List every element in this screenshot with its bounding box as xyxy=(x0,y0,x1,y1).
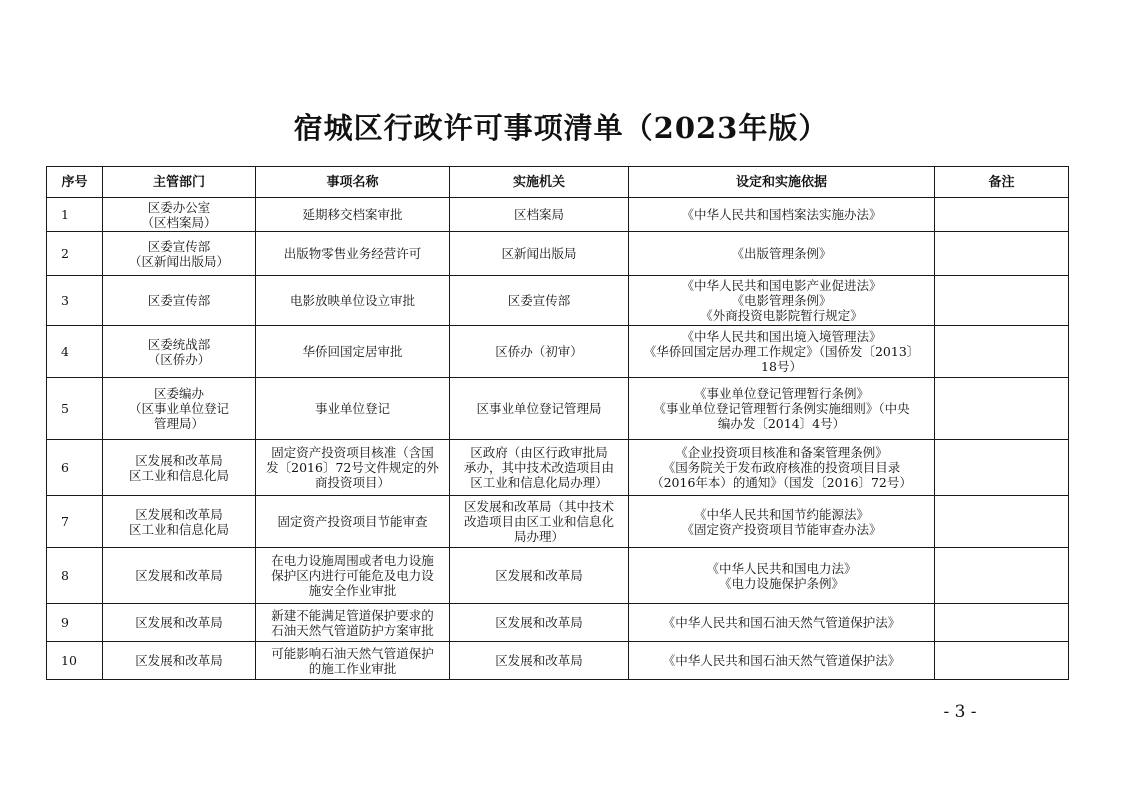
cell-basis-line: 《国务院关于发布政府核准的投资项目目录 xyxy=(662,460,901,475)
cell-basis-line: 《中华人民共和国节约能源法》 xyxy=(693,506,869,522)
cell-agency xyxy=(450,378,629,440)
cell-agency-line: 区工业和信息化局办理） xyxy=(470,475,608,490)
cell-dept xyxy=(103,232,256,276)
header-seq: 序号 xyxy=(47,167,103,198)
table-header-row xyxy=(47,167,1069,198)
cell-seq: 7 xyxy=(47,496,103,548)
cell-basis xyxy=(629,548,935,604)
cell-basis-line: 《事业单位登记管理暂行条例实施细则》（中央 xyxy=(653,401,910,416)
cell-basis xyxy=(629,232,935,276)
cell-notes xyxy=(935,642,1069,680)
cell-notes xyxy=(935,326,1069,378)
cell-dept xyxy=(103,198,256,232)
cell-agency-line: 区事业单位登记管理局 xyxy=(476,401,602,416)
cell-name-line: 保护区内进行可能危及电力设 xyxy=(271,568,434,583)
header-basis: 设定和实施依据 xyxy=(629,167,935,198)
cell-name xyxy=(256,642,450,680)
cell-name-line: 在电力设施周围或者电力设施 xyxy=(271,553,434,568)
cell-basis-line: 《中华人民共和国档案法实施办法》 xyxy=(681,207,882,222)
cell-basis xyxy=(629,642,935,680)
cell-agency xyxy=(450,496,629,548)
cell-basis-line: 《中华人民共和国石油天然气管道保护法》 xyxy=(662,653,901,668)
cell-basis xyxy=(629,276,935,326)
cell-dept-line: 区委宣传部 xyxy=(147,293,211,308)
cell-basis xyxy=(629,496,935,548)
cell-agency-line: 区政府（由区行政审批局 xyxy=(470,445,608,460)
table-row xyxy=(47,326,1069,378)
cell-basis-line: 《外商投资电影院暂行规定》 xyxy=(700,308,863,323)
cell-basis-line: 《中华人民共和国电力法》 xyxy=(706,560,857,576)
cell-seq: 2 xyxy=(47,232,103,276)
cell-dept xyxy=(103,642,256,680)
cell-seq: 5 xyxy=(47,378,103,440)
cell-dept-line: 区委办公室 xyxy=(147,199,211,215)
cell-notes xyxy=(935,604,1069,642)
cell-basis-line: 《中华人民共和国出境入境管理法》 xyxy=(681,329,882,344)
cell-name-line: 商投资项目） xyxy=(314,475,390,490)
table-row xyxy=(47,604,1069,642)
cell-agency xyxy=(450,198,629,232)
cell-dept-line: 区委统战部 xyxy=(147,336,211,352)
cell-name xyxy=(256,198,450,232)
cell-notes xyxy=(935,378,1069,440)
cell-agency-line: 区新闻出版局 xyxy=(501,246,577,261)
cell-basis xyxy=(629,604,935,642)
cell-basis-line: 《华侨回国定居办理工作规定》（国侨发〔2013〕 xyxy=(643,344,920,359)
cell-name-line: 事业单位登记 xyxy=(314,401,390,416)
cell-notes xyxy=(935,276,1069,326)
cell-agency-line: 区委宣传部 xyxy=(507,293,571,308)
cell-seq: 3 xyxy=(47,276,103,326)
cell-dept-line: （区事业单位登记 xyxy=(128,401,229,416)
cell-name-line: 固定资产投资项目节能审查 xyxy=(277,514,428,529)
cell-basis-line: 18号） xyxy=(761,359,802,374)
header-name: 事项名称 xyxy=(256,167,450,198)
table-row xyxy=(47,548,1069,604)
cell-agency-line: 区档案局 xyxy=(513,207,564,222)
cell-dept-line: 管理局） xyxy=(153,416,204,431)
cell-dept xyxy=(103,496,256,548)
cell-agency xyxy=(450,326,629,378)
cell-name xyxy=(256,496,450,548)
cell-name-line: 的施工作业审批 xyxy=(308,660,397,676)
cell-notes xyxy=(935,440,1069,496)
cell-dept-line: 区发展和改革局 xyxy=(135,568,223,583)
cell-seq: 10 xyxy=(47,642,103,680)
table-row xyxy=(47,198,1069,232)
cell-basis-line: 《企业投资项目核准和备案管理条例》 xyxy=(675,445,888,460)
cell-agency-line: 区发展和改革局 xyxy=(495,653,583,668)
header-agency: 实施机关 xyxy=(450,167,629,198)
table-row xyxy=(47,378,1069,440)
cell-name-line: 石油天然气管道防护方案审批 xyxy=(271,622,434,638)
cell-name-line: 电影放映单位设立审批 xyxy=(289,293,415,308)
cell-name-line: 发〔2016〕72号文件规定的外 xyxy=(266,460,439,475)
cell-basis xyxy=(629,378,935,440)
table-row xyxy=(47,642,1069,680)
cell-notes xyxy=(935,496,1069,548)
cell-name xyxy=(256,276,450,326)
cell-name xyxy=(256,440,450,496)
cell-agency-line: 局办理） xyxy=(513,529,564,544)
table-row xyxy=(47,232,1069,276)
cell-name-line: 延期移交档案审批 xyxy=(302,207,403,222)
cell-dept-line: （区侨办） xyxy=(147,351,211,367)
cell-notes xyxy=(935,232,1069,276)
cell-basis-line: 《中华人民共和国石油天然气管道保护法》 xyxy=(662,615,901,630)
cell-agency xyxy=(450,642,629,680)
cell-seq: 8 xyxy=(47,548,103,604)
cell-dept xyxy=(103,326,256,378)
cell-dept-line: 区发展和改革局 xyxy=(135,653,223,668)
cell-agency xyxy=(450,232,629,276)
cell-name-line: 出版物零售业务经营许可 xyxy=(283,246,422,261)
cell-name xyxy=(256,232,450,276)
cell-name-line: 固定资产投资项目核准（含国 xyxy=(271,445,434,460)
page-number: - 3 - xyxy=(943,702,977,722)
cell-agency-line: 改造项目由区工业和信息化 xyxy=(463,514,614,529)
cell-dept xyxy=(103,378,256,440)
cell-agency xyxy=(450,604,629,642)
cell-dept xyxy=(103,604,256,642)
cell-basis xyxy=(629,198,935,232)
cell-basis-line: 《电影管理条例》 xyxy=(731,293,832,308)
cell-agency-line: 区发展和改革局 xyxy=(495,615,583,630)
permit-list-table xyxy=(46,166,1069,680)
cell-basis-line: 《中华人民共和国电影产业促进法》 xyxy=(681,278,882,293)
cell-name-line: 新建不能满足管道保护要求的 xyxy=(271,607,434,623)
cell-agency-line: 区发展和改革局（其中技术 xyxy=(463,499,614,514)
table-row xyxy=(47,496,1069,548)
cell-basis xyxy=(629,326,935,378)
cell-dept-line: 区发展和改革局 xyxy=(135,452,223,468)
cell-name-line: 施安全作业审批 xyxy=(308,583,397,598)
cell-agency-line: 承办，其中技术改造项目由 xyxy=(463,460,614,475)
table-row xyxy=(47,276,1069,326)
cell-name xyxy=(256,548,450,604)
table-body xyxy=(47,198,1069,680)
cell-dept xyxy=(103,440,256,496)
cell-dept-line: 区工业和信息化局 xyxy=(128,467,229,483)
cell-agency-line: 区侨办（初审） xyxy=(495,344,583,359)
cell-dept xyxy=(103,548,256,604)
cell-seq: 4 xyxy=(47,326,103,378)
cell-name-line: 华侨回国定居审批 xyxy=(302,344,403,359)
cell-agency-line: 区发展和改革局 xyxy=(495,568,583,583)
cell-seq: 6 xyxy=(47,440,103,496)
cell-basis xyxy=(629,440,935,496)
cell-dept-line: 区委编办 xyxy=(153,386,204,401)
cell-basis-line: 编办发〔2014〕4号） xyxy=(717,416,846,431)
cell-basis-line: 《固定资产投资项目节能审查办法》 xyxy=(681,521,882,537)
cell-dept-line: （区新闻出版局） xyxy=(128,253,229,269)
page-title: 宿城区行政许可事项清单（2023年版） xyxy=(293,111,829,145)
cell-dept-line: （区档案局） xyxy=(141,214,217,230)
cell-notes xyxy=(935,198,1069,232)
cell-agency xyxy=(450,440,629,496)
cell-name xyxy=(256,604,450,642)
header-notes: 备注 xyxy=(935,167,1069,198)
header-dept: 主管部门 xyxy=(103,167,256,198)
cell-dept xyxy=(103,276,256,326)
cell-dept-line: 区发展和改革局 xyxy=(135,615,223,630)
cell-basis-line: 《出版管理条例》 xyxy=(731,246,832,261)
cell-agency xyxy=(450,548,629,604)
cell-basis-line: （2016年本）的通知》（国发〔2016〕72号） xyxy=(651,475,912,490)
cell-agency xyxy=(450,276,629,326)
table-row xyxy=(47,440,1069,496)
cell-dept-line: 区工业和信息化局 xyxy=(128,521,229,537)
cell-seq: 1 xyxy=(47,198,103,232)
cell-dept-line: 区发展和改革局 xyxy=(135,506,223,522)
cell-basis-line: 《事业单位登记管理暂行条例》 xyxy=(693,386,869,401)
cell-dept-line: 区委宣传部 xyxy=(147,238,211,254)
cell-basis-line: 《电力设施保护条例》 xyxy=(718,575,844,591)
cell-seq: 9 xyxy=(47,604,103,642)
cell-name xyxy=(256,326,450,378)
cell-name xyxy=(256,378,450,440)
cell-name-line: 可能影响石油天然气管道保护 xyxy=(271,645,434,661)
cell-notes xyxy=(935,548,1069,604)
